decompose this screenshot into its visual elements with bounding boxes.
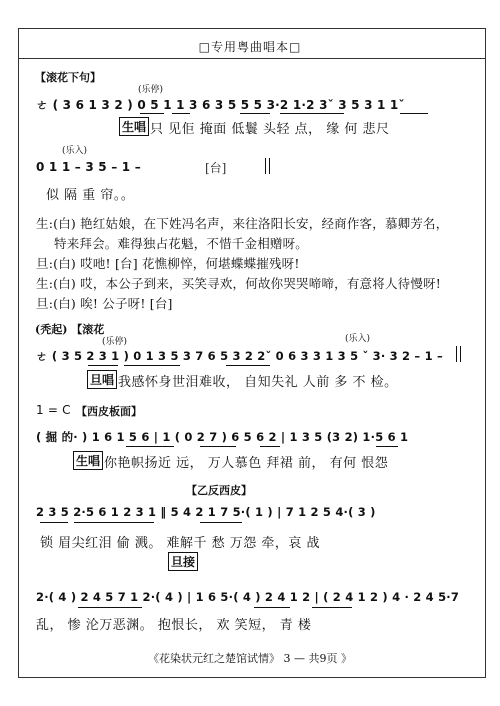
- section1-lyrics-line1: 只 见佢 掩面 低鬟 头轻 点， 缘 何 悲尺: [150, 122, 390, 137]
- beam-underline: [226, 365, 270, 366]
- section1-annotation: (乐停): [138, 85, 164, 95]
- dialogue-line: 旦:(白) 唉! 公子呀! [台]: [36, 296, 173, 311]
- dialogue-line: 特来拜会。难得独占花魁，不惜千金相赠呀。: [54, 236, 309, 251]
- role-box-sheng-2: 生唱: [73, 451, 103, 470]
- page-footer: 《花染状元红之楚馆试情》 3 — 共9页 》: [148, 652, 352, 665]
- section3-label2: 【乙反西皮】: [186, 484, 252, 497]
- section3-notes-line1: ( 掘 的· ) 1 6 1 5 6 | 1 ( 0 2 7 ) 6 5 6 2 | 1 3 5 (3 2) 1·5 6 1: [36, 430, 409, 444]
- role-box-sheng: 生唱: [119, 117, 149, 136]
- section2-lyrics: 我感怀身世泪难收， 自知失礼 人前 多 不 检。: [118, 375, 398, 390]
- beam-underline: [260, 446, 280, 447]
- role-box-dan: 旦唱: [87, 370, 117, 389]
- beam-underline: [316, 113, 344, 114]
- beam-underline: [78, 607, 142, 608]
- section2-label: (秃起) 【滚花: [35, 323, 105, 336]
- beam-underline: [376, 446, 398, 447]
- role-box-dan-2: 旦接: [168, 552, 198, 571]
- double-bar: [269, 158, 270, 174]
- section2-annotation: (乐停): [102, 337, 128, 347]
- beam-underline: [126, 446, 174, 447]
- dialogue-line: 生:(白) 哎，本公子到来，买笑寻欢，何故你哭哭啼啼，有意将人待慢呀!: [36, 276, 441, 291]
- beam-underline: [172, 113, 190, 114]
- beam-underline: [88, 365, 118, 366]
- section2-annotation2: (乐入): [345, 334, 371, 344]
- section1-label: 【滚花下句】: [35, 71, 101, 84]
- beam-underline: [200, 522, 242, 523]
- double-bar: [460, 346, 461, 362]
- section3-notes-line3: 2·( 4 ) 2 4 5 7 1 2·( 4 ) | 1 6 5·( 4 ) 2 4 1 2 | ( 2 4 1 2 ) 4 · 2 4 5·7: [36, 590, 460, 604]
- tai-marker: [台]: [205, 161, 227, 175]
- section3-lyrics-line1: 你艳帜扬近 远， 万人慕色 拜裙 前， 有何 恨怨: [104, 456, 389, 471]
- double-bar: [456, 346, 457, 362]
- beam-underline: [280, 113, 318, 114]
- beam-underline: [140, 113, 164, 114]
- beam-underline: [200, 446, 236, 447]
- beam-underline: [400, 113, 428, 114]
- beam-underline: [74, 522, 154, 523]
- section3-notes-line2: 2 3 5 2·5 6 1 2 3 1 ‖ 5 4 2 1 7 5·( 1 ) | 7 1 2 5 4·( 3 ): [36, 505, 376, 519]
- section1-notes-line2: 0 1 1 – 3 5 – 1 –: [36, 160, 141, 174]
- section1-notes-line1: ㄜ ( 3 6 1 3 2 ) 0 5 1 1 3 6 3 5 5 5 3·2 1·2 3ˇ 3 5 3 1 1ˇ: [36, 98, 405, 112]
- dialogue-line: 生:(白) 艳红姑娘，在下姓冯名声，来往洛阳长安，经商作客，慕卿芳名，: [36, 216, 449, 231]
- page-header: □专用粤曲唱本□: [198, 40, 302, 54]
- beam-underline: [240, 113, 270, 114]
- section3-lyrics-line2: 锁 眉尖红泪 偷 溅。 难解千 愁 万怨 牵，哀 战: [40, 536, 321, 551]
- beam-underline: [254, 607, 290, 608]
- header-divider: [18, 58, 486, 59]
- section3-lyrics-line3: 乱， 惨 沦万恶渊。 抱恨长， 欢 笑短， 青 楼: [36, 618, 312, 633]
- beam-underline: [312, 607, 352, 608]
- key-signature: 1 = C: [36, 403, 71, 417]
- section1-annotation2: (乐入): [62, 146, 88, 156]
- section1-lyrics-line2: 似 隔 重 帘。。: [46, 188, 135, 203]
- beam-underline: [40, 522, 68, 523]
- double-bar: [265, 158, 266, 174]
- dialogue-line: 旦:(白) 哎吔! [台] 花憔柳悴，何堪蝶蝶摧残呀!: [36, 256, 300, 271]
- section2-notes: ㄜ ( 3 5 2 3 1 ) 0 1 3 5 3 7 6 5 3 2 2ˇ 0 6 3 3 1 3 5 ˇ 3· 3 2 – 1 –: [36, 349, 443, 363]
- beam-underline: [124, 365, 180, 366]
- section3-label: 【西皮板面】: [76, 405, 142, 418]
